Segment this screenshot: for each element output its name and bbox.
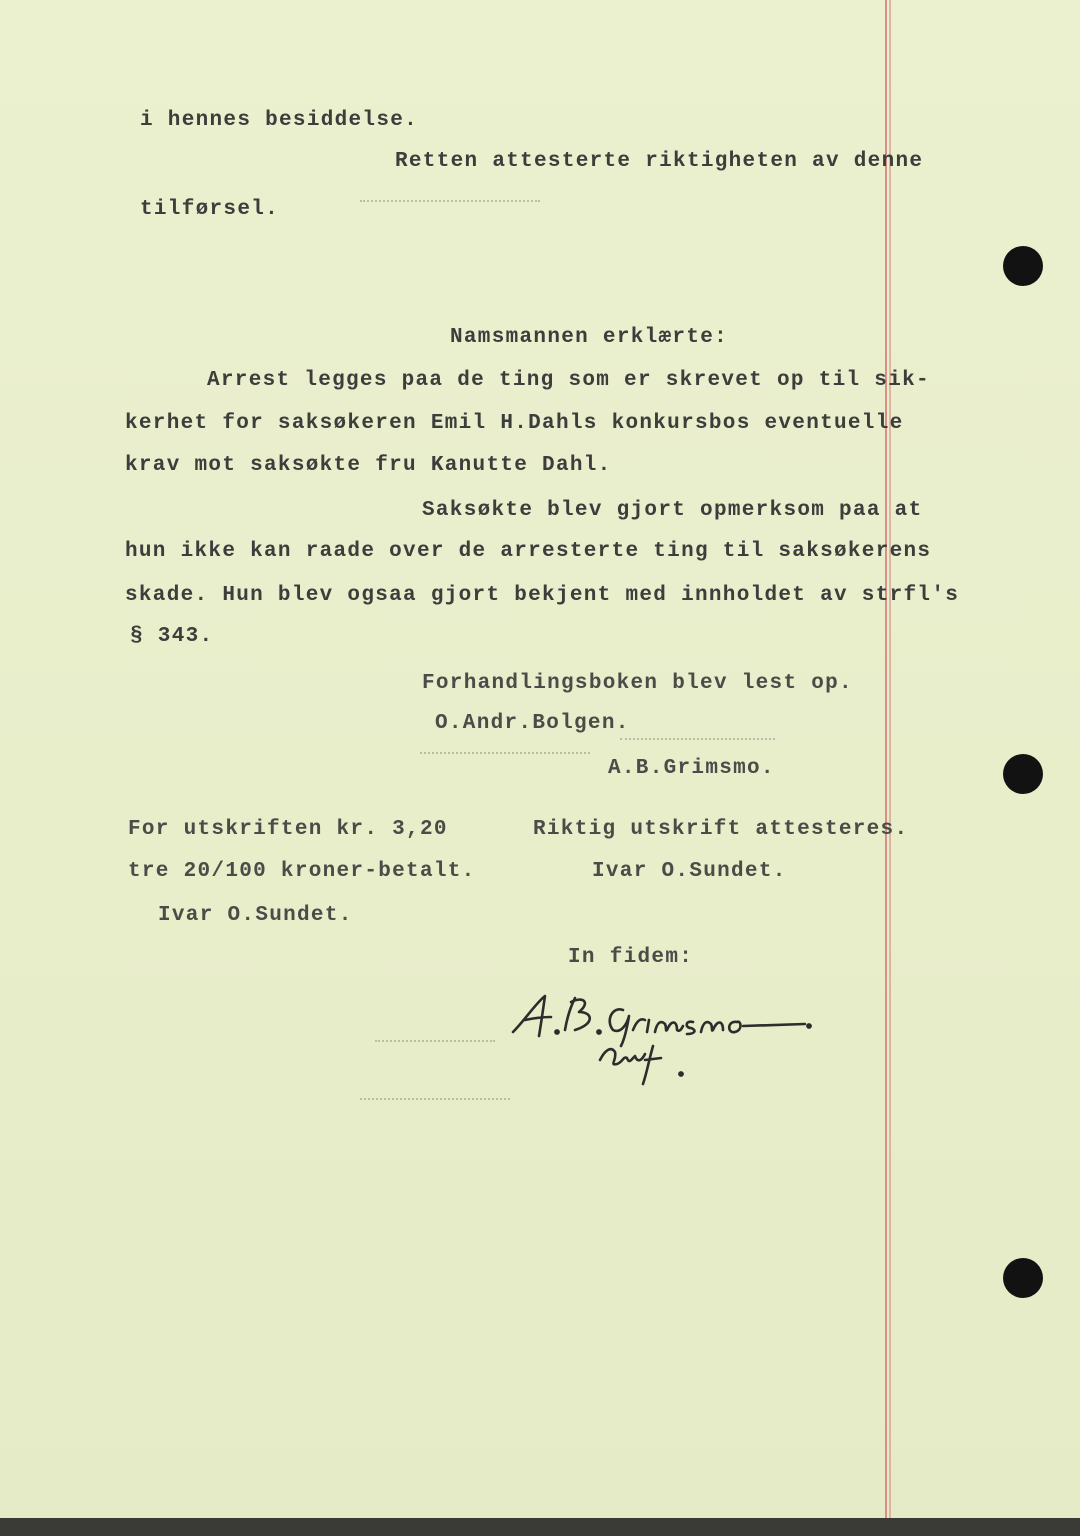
text-line-6: kerhet for saksøkeren Emil H.Dahls konkursbos eventuelle [125, 412, 904, 435]
punch-hole-top [1003, 246, 1043, 286]
signer-bolgen: O.Andr.Bolgen. [435, 712, 630, 735]
dotted-filler [375, 1040, 495, 1042]
text-line-2: Retten attesterte riktigheten av denne [395, 150, 924, 173]
text-line-11: § 343. [130, 625, 214, 648]
dotted-filler [420, 752, 590, 754]
margin-line [885, 0, 887, 1518]
attestation-signer: Ivar O.Sundet. [592, 860, 787, 883]
scan-edge [0, 1518, 1080, 1536]
punch-hole-bottom [1003, 1258, 1043, 1298]
section-heading: Namsmannen erklærte: [450, 326, 729, 349]
fee-line-1: For utskriften kr. 3,20 [128, 818, 448, 841]
fee-line-2: tre 20/100 kroner-betalt. [128, 860, 476, 883]
text-line-1: i hennes besiddelse. [140, 109, 419, 132]
text-line-3: tilførsel. [140, 198, 280, 221]
text-line-5: Arrest legges paa de ting som er skrevet op til sik- [207, 369, 930, 392]
handwritten-signature [505, 990, 825, 1090]
text-line-7: krav mot saksøkte fru Kanutte Dahl. [125, 454, 612, 477]
punch-hole-middle [1003, 754, 1043, 794]
text-line-10: skade. Hun blev ogsaa gjort bekjent med innholdet av strfl's [125, 584, 960, 607]
signer-grimsmo: A.B.Grimsmo. [608, 757, 775, 780]
text-line-12: Forhandlingsboken blev lest op. [422, 672, 853, 695]
in-fidem: In fidem: [568, 946, 694, 969]
dotted-filler [620, 738, 775, 740]
text-line-8: Saksøkte blev gjort opmerksom paa at [422, 499, 923, 522]
attestation-line: Riktig utskrift attesteres. [533, 818, 909, 841]
text-line-9: hun ikke kan raade over de arresterte ting til saksøkerens [125, 540, 932, 563]
dotted-filler [360, 1098, 510, 1100]
fee-signer: Ivar O.Sundet. [158, 904, 353, 927]
dotted-filler [360, 200, 540, 202]
margin-line-secondary [889, 0, 891, 1518]
